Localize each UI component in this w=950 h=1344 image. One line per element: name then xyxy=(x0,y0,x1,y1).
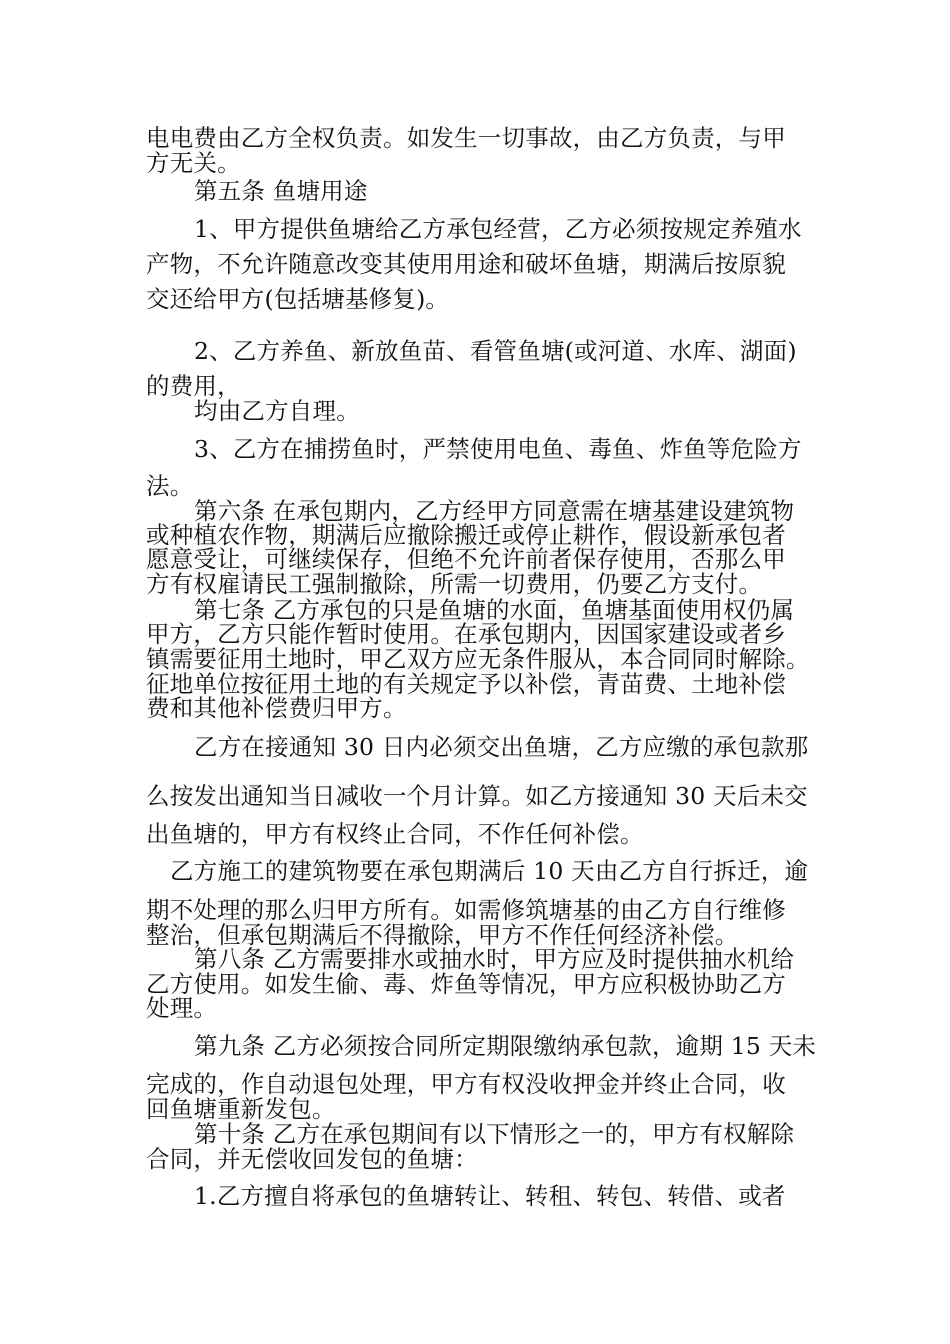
text-line: 1.乙方擅自将承包的鱼塘转让、转租、转包、转借、或者 xyxy=(194,1182,786,1210)
text-line: 期不处理的那么归甲方所有。如需修筑塘基的由乙方自行维修 xyxy=(146,896,786,924)
text-line: 征地单位按征用土地的有关规定予以补偿，青苗费、土地补偿 xyxy=(146,670,786,698)
section-heading: 第九条 乙方必须按合同所定期限缴纳承包款，逾期 15 天未 xyxy=(194,1032,817,1060)
section-heading: 第六条 在承包期内，乙方经甲方同意需在塘基建设建筑物 xyxy=(194,497,795,525)
text-line: 愿意受让，可继续保存，但绝不允许前者保存使用，否那么甲 xyxy=(146,545,786,573)
text-line: 电电费由乙方全权负责。如发生一切事故，由乙方负责，与甲 xyxy=(146,124,786,152)
text-line: 镇需要征用土地时，甲乙双方应无条件服从，本合同同时解除。 xyxy=(146,645,810,673)
text-line: 方有权雇请民工强制撤除，所需一切费用，仍要乙方支付。 xyxy=(146,570,763,598)
text-line: 处理。 xyxy=(146,994,218,1022)
text-line: 费和其他补偿费归甲方。 xyxy=(146,694,407,722)
section-heading: 第八条 乙方需要排水或抽水时，甲方应及时提供抽水机给 xyxy=(194,945,795,973)
text-line: 均由乙方自理。 xyxy=(194,397,360,425)
text-line: 的费用， xyxy=(146,372,241,400)
text-line: 么按发出通知当日减收一个月计算。如乙方接通知 30 天后未交 xyxy=(146,782,808,810)
text-line: 出鱼塘的，甲方有权终止合同，不作任何补偿。 xyxy=(146,820,644,848)
text-line: 方无关。 xyxy=(146,149,241,177)
text-line: 完成的，作自动退包处理，甲方有权没收押金并终止合同，收 xyxy=(146,1070,786,1098)
text-line: 乙方施工的建筑物要在承包期满后 10 天由乙方自行拆迁，逾 xyxy=(170,857,809,885)
section-heading: 第七条 乙方承包的只是鱼塘的水面，鱼塘基面使用权仍属 xyxy=(194,596,795,624)
text-line: 甲方，乙方只能作暂时使用。在承包期内，因国家建设或者乡 xyxy=(146,620,786,648)
text-line: 乙方在接通知 30 日内必须交出鱼塘，乙方应缴的承包款那 xyxy=(194,733,809,761)
text-line: 回鱼塘重新发包。 xyxy=(146,1095,336,1123)
text-line: 3、乙方在捕捞鱼时，严禁使用电鱼、毒鱼、炸鱼等危险方 xyxy=(194,435,802,463)
section-heading: 第十条 乙方在承包期间有以下情形之一的，甲方有权解除 xyxy=(194,1120,795,1148)
text-line: 法。 xyxy=(146,472,194,500)
text-line: 产物，不允许随意改变其使用用途和破坏鱼塘，期满后按原貌 xyxy=(146,250,786,278)
text-line: 交还给甲方(包括塘基修复)。 xyxy=(146,285,450,313)
text-line: 1、甲方提供鱼塘给乙方承包经营，乙方必须按规定养殖水 xyxy=(194,215,802,243)
text-line: 乙方使用。如发生偷、毒、炸鱼等情况，甲方应积极协助乙方 xyxy=(146,970,786,998)
text-line: 整治，但承包期满后不得撤除，甲方不作任何经济补偿。 xyxy=(146,921,739,949)
text-line: 或种植农作物，期满后应撤除搬迁或停止耕作，假设新承包者 xyxy=(146,521,786,549)
text-line: 合同，并无偿收回发包的鱼塘： xyxy=(146,1145,478,1173)
text-line: 2、乙方养鱼、新放鱼苗、看管鱼塘(或河道、水库、湖面) xyxy=(194,337,797,365)
section-heading: 第五条 鱼塘用途 xyxy=(194,177,368,205)
